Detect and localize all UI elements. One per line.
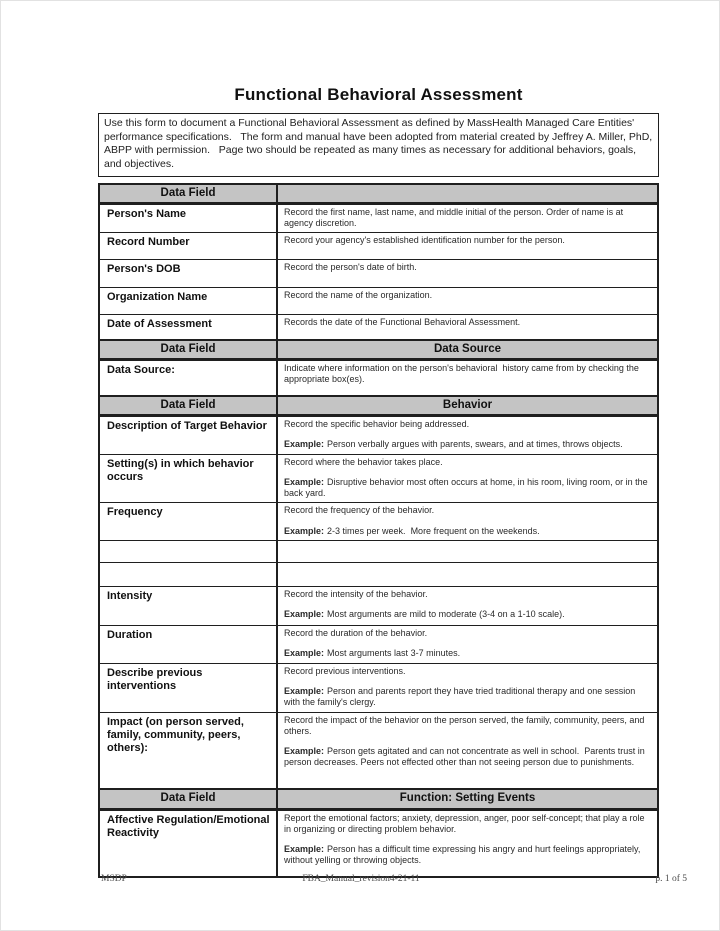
- description-text: Indicate where information on the person's behavioral history came from by checking the appropriate box(es).: [284, 363, 642, 385]
- section-header-field-label: Data Field: [100, 341, 278, 358]
- example-text: [284, 439, 651, 450]
- table-row: [100, 663, 657, 712]
- example-body: 2-3 times per week. More frequent on the weekends.: [327, 525, 540, 536]
- description-text: Record the duration of the behavior.: [284, 627, 428, 638]
- footer-org: MSDP: [101, 874, 127, 884]
- section-header-row: [100, 397, 657, 416]
- field-description: [278, 541, 657, 562]
- table-row: [100, 259, 657, 287]
- footer-filename: FBA_Manual_revision4-21-11: [302, 874, 420, 884]
- example-text: [284, 844, 651, 867]
- field-description: [278, 417, 657, 454]
- field-name: Frequency: [100, 503, 278, 540]
- field-description: [278, 503, 657, 540]
- example-text: [284, 609, 651, 620]
- field-description: [278, 288, 657, 314]
- field-name: [100, 563, 278, 586]
- field-name: Affective Regulation/Emotional Reactivity: [100, 811, 278, 876]
- field-name: Organization Name: [100, 288, 278, 314]
- example-label: Example:: [284, 746, 325, 757]
- table-section: [100, 185, 657, 340]
- example-body: Person and parents report they have tried traditional therapy and one session with the family's clergy.: [284, 686, 638, 708]
- fba-table: [98, 183, 659, 878]
- example-body: Most arguments last 3-7 minutes.: [327, 648, 461, 659]
- empty-row: [100, 562, 657, 586]
- example-body: Most arguments are mild to moderate (3-4 on a 1-10 scale).: [327, 609, 565, 620]
- example-body: Person gets agitated and can not concentrate as well in school. Parents trust in person decreases. Peers not effected other than not seeing person due to punishments.: [284, 746, 648, 768]
- field-description: [278, 233, 657, 259]
- example-label: Example:: [284, 609, 325, 620]
- table-section: [100, 395, 657, 788]
- field-description: [278, 260, 657, 287]
- page-content: [98, 1, 659, 878]
- description-text: Record the impact of the behavior on the person served, the family, community, peers, and others.: [284, 714, 647, 736]
- footer-page-number: p. 1 of 5: [655, 874, 687, 884]
- table-row: [100, 810, 657, 876]
- section-header-category-label: Function: Setting Events: [278, 790, 657, 808]
- example-text: [284, 648, 651, 659]
- example-label: Example:: [284, 476, 325, 487]
- table-row: [100, 586, 657, 625]
- example-body: Person verbally argues with parents, swears, and at times, throws objects.: [327, 439, 623, 450]
- field-name: Date of Assessment: [100, 315, 278, 339]
- example-label: Example:: [284, 439, 325, 450]
- example-text: [284, 477, 651, 500]
- table-row: [100, 232, 657, 259]
- section-header-category-label: Data Source: [278, 341, 657, 358]
- field-name: Describe previous interventions: [100, 664, 278, 712]
- empty-row: [100, 540, 657, 562]
- field-description: [278, 626, 657, 663]
- field-description: [278, 811, 657, 876]
- table-row: [100, 502, 657, 540]
- field-name: Person's Name: [100, 205, 278, 233]
- description-text: Record the frequency of the behavior.: [284, 505, 435, 516]
- field-description: [278, 455, 657, 503]
- intro-box: Use this form to document a Functional Behavioral Assessment as defined by MassHealth Managed Care Entities' performance specifications. The form and manual have been adopted from material created by Jeffrey A. Miller, PhD, ABPP with permission. Page two should be repeated as many times as necessary for additional behaviors, goals, and objectives.: [98, 113, 659, 177]
- section-header-row: [100, 185, 657, 204]
- table-row: [100, 625, 657, 663]
- field-name: Duration: [100, 626, 278, 663]
- description-text: Record the person's date of birth.: [284, 262, 417, 273]
- section-header-row: [100, 790, 657, 810]
- page-title: Functional Behavioral Assessment: [234, 85, 523, 104]
- section-header-field-label: Data Field: [100, 790, 278, 808]
- example-text: [284, 686, 651, 709]
- table-section: [100, 788, 657, 876]
- section-header-field-label: Data Field: [100, 397, 278, 414]
- example-text: [284, 526, 651, 537]
- table-row: [100, 712, 657, 788]
- field-name: Record Number: [100, 233, 278, 259]
- section-header-category-label: Behavior: [278, 397, 657, 414]
- field-description: [278, 664, 657, 712]
- description-text: Records the date of the Functional Behavioral Assessment.: [284, 317, 521, 328]
- section-header-field-label: Data Field: [100, 185, 278, 202]
- example-text: [284, 746, 651, 769]
- page-footer: [1, 874, 720, 890]
- table-row: [100, 314, 657, 339]
- field-name: Data Source:: [100, 361, 278, 395]
- table-row: [100, 360, 657, 395]
- description-text: Record the first name, last name, and middle initial of the person. Order of name is at agency discretion.: [284, 206, 626, 228]
- table-row: [100, 416, 657, 454]
- field-description: [278, 315, 657, 339]
- description-text: Record your agency's established identification number for the person.: [284, 235, 565, 246]
- table-section: [100, 339, 657, 395]
- table-row: [100, 287, 657, 314]
- table-row: [100, 204, 657, 233]
- field-name: Impact (on person served, family, community, peers, others):: [100, 713, 278, 788]
- field-name: Setting(s) in which behavior occurs: [100, 455, 278, 503]
- field-name: Intensity: [100, 587, 278, 625]
- field-name: Description of Target Behavior: [100, 417, 278, 454]
- example-body: Disruptive behavior most often occurs at home, in his room, living room, or in the back yard.: [284, 476, 651, 499]
- description-text: Record previous interventions.: [284, 665, 406, 676]
- section-header-category-label: [278, 185, 657, 202]
- section-header-row: [100, 341, 657, 360]
- description-text: Record the specific behavior being addressed.: [284, 419, 470, 430]
- field-description: [278, 361, 657, 395]
- field-name: Person's DOB: [100, 260, 278, 287]
- description-text: Report the emotional factors; anxiety, depression, anger, poor self-concept; that play a role in organizing or directing problem behavior.: [284, 812, 648, 834]
- field-name: [100, 541, 278, 562]
- field-description: [278, 587, 657, 625]
- description-text: Record where the behavior takes place.: [284, 456, 443, 467]
- example-label: Example:: [284, 686, 325, 697]
- description-text: Record the intensity of the behavior.: [284, 588, 428, 599]
- example-label: Example:: [284, 525, 325, 536]
- example-label: Example:: [284, 648, 325, 659]
- field-description: [278, 563, 657, 586]
- example-body: Person has a difficult time expressing his angry and hurt feelings appropriately, without yelling or throwing objects.: [284, 844, 643, 866]
- example-label: Example:: [284, 844, 325, 855]
- description-text: Record the name of the organization.: [284, 290, 433, 301]
- field-description: [278, 205, 657, 233]
- table-row: [100, 454, 657, 503]
- field-description: [278, 713, 657, 788]
